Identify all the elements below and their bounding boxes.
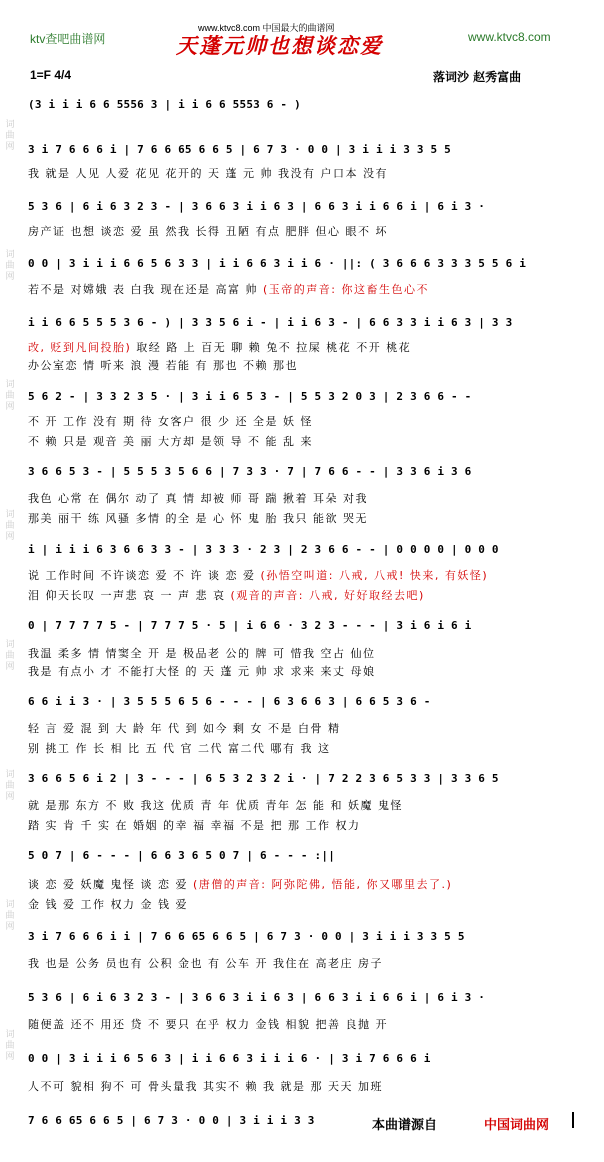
notation-row: 3 6 6 5 3 - | 5 5 5 3 5 6 6 | 7 3 3 · 7 | 7 6 6 - - | 3 3 6 i 3 6 (28, 465, 472, 478)
lyric-row: 金 钱 爱 工作 权力 金 钱 爱 (28, 898, 188, 911)
watermark-text: 词曲网 (5, 1030, 15, 1062)
notation-row: 3 i 7 6 6 6 i i | 7 6 6 65 6 6 5 | 6 7 3 · 0 0 | 3 i i i 3 3 5 5 (28, 930, 465, 943)
song-title: 天蓬元帅也想谈恋爱 (176, 33, 383, 58)
lyric-row (28, 281, 576, 297)
lyric-row: 我 就是 人见 人爱 花见 花开的 天 蓬 元 帅 我没有 户口本 没有 (28, 167, 388, 180)
notation-row: 3 i 7 6 6 6 i | 7 6 6 65 6 6 5 | 6 7 3 · 0 0 | 3 i i i 3 3 5 5 (28, 143, 451, 156)
watermark-text: 词曲网 (5, 770, 15, 802)
watermark-text: 词曲网 (5, 120, 15, 152)
lyric-text: 泪 仰天长叹 一声悲 哀 一 声 悲 哀 (28, 589, 231, 602)
notation-row: 6 6 i i 3 · | 3 5 5 5 6 5 6 - - - | 6 3 6 6 3 | 6 6 5 3 6 - (28, 695, 431, 708)
notation-row: 7 6 6 65 6 6 5 | 6 7 3 · 0 0 | 3 i i i 3 3 (28, 1114, 315, 1127)
lyric-row: 不 赖 只是 观音 美 丽 大方却 是领 导 不 能 乱 来 (28, 435, 313, 448)
lyric-row: 随便盖 还不 用还 贷 不 要只 在乎 权力 金钱 相貌 把善 良抛 开 (28, 1018, 388, 1031)
notation-row: (3 i i i 6 6 5556 3 | i i 6 6 5553 6 - ) (28, 98, 301, 111)
notation-row: i i 6 6 5 5 5 3 6 - ) | 3 3 5 6 i - | i i 6 3 - | 6 6 3 3 i i 6 3 | 3 3 (28, 316, 513, 329)
lyric-row: 踏 实 肯 千 实 在 婚姻 的幸 福 幸福 不是 把 那 工作 权力 (28, 819, 361, 832)
lyric-text: 说 工作时间 不许谈恋 爱 不 许 谈 恋 爱 (28, 569, 261, 582)
notation-row: 0 0 | 3 i i i 6 5 6 3 | i i 6 6 3 i i i 6 · | 3 i 7 6 6 6 i (28, 1052, 431, 1065)
spoken-voice-text: (唐僧的声音: 阿弥陀佛, 悟能, 你又哪里去了.) (192, 878, 453, 891)
notation-row: i | i i i 6 3 6 6 3 3 - | 3 3 3 · 2 3 | 2 3 6 6 - - | 0 0 0 0 | 0 0 0 (28, 543, 499, 556)
lyric-row: 我温 柔多 情 情窦全 开 是 极品老 公的 牌 可 惜我 空占 仙位 (28, 647, 376, 660)
site-logo-left: ktv查吧曲谱网 (30, 32, 106, 46)
lyric-row: 那美 丽干 练 风骚 多情 的全 是 心 怀 鬼 胎 我只 能欲 哭无 (28, 512, 368, 525)
watermark-text: 词曲网 (5, 250, 15, 282)
lyric-text: 若不是 对嫦娥 表 白我 现在还是 高富 帅 (28, 283, 263, 296)
lyric-row (28, 567, 576, 583)
site-url-right: www.ktvc8.com (468, 30, 551, 44)
notation-row: 5 6 2 - | 3 3 2 3 5 · | 3 i i 6 5 3 - | 5 5 3 2 0 3 | 2 3 6 6 - - (28, 390, 472, 403)
lyric-row: 我 也是 公务 员也有 公积 金也 有 公车 开 我住在 高老庄 房子 (28, 957, 383, 970)
lyric-row: 我是 有点小 才 不能打大怪 的 天 蓬 元 帅 求 求来 来丈 母娘 (28, 665, 376, 678)
lyric-row (28, 339, 576, 355)
spoken-voice-text: (玉帝的声音: 你这畜生色心不 (262, 283, 429, 296)
lyric-row: 办公室恋 情 听来 浪 漫 若能 有 那也 不赖 那也 (28, 359, 298, 372)
lyric-text: 取经 路 上 百无 聊 赖 兔不 拉屎 桃花 不开 桃花 (131, 341, 412, 354)
watermark-text: 词曲网 (5, 380, 15, 412)
site-url-line: www.ktvc8.com 中国最大的曲谱网 (198, 23, 335, 33)
watermark-text: 词曲网 (5, 510, 15, 542)
lyric-row: 轻 言 爱 混 到 大 龄 年 代 到 如今 剩 女 不是 白骨 精 (28, 722, 341, 735)
spoken-voice-text: (观音的声音: 八戒, 好好取经去吧) (230, 589, 425, 602)
lyric-text: 谈 恋 爱 妖魔 鬼怪 谈 恋 爱 (28, 878, 193, 891)
lyric-row: 人不可 貌相 狗不 可 骨头量我 其实不 赖 我 就是 那 天天 加班 (28, 1080, 383, 1093)
notation-row: 0 | 7 7 7 7 5 - | 7 7 7 5 · 5 | i 6 6 · 3 2 3 - - - | 3 i 6 i 6 i (28, 619, 472, 632)
composer-credits: 落词沙 赵秀富曲 (433, 70, 522, 84)
notation-row: 5 3 6 | 6 i 6 3 2 3 - | 3 6 6 3 i i 6 3 | 6 6 3 i i 6 6 i | 6 i 3 · (28, 991, 486, 1004)
footer-brand: 中国词曲网 (484, 1118, 550, 1133)
notation-row: 3 6 6 5 6 i 2 | 3 - - - | 6 5 3 2 3 2 i · | 7 2 2 3 6 5 3 3 | 3 3 6 5 (28, 772, 499, 785)
key-signature: 1=F 4/4 (30, 68, 72, 82)
lyric-row: 就 是那 东方 不 败 我这 优质 青 年 优质 青年 怎 能 和 妖魔 鬼怪 (28, 799, 403, 812)
notation-row: 5 3 6 | 6 i 6 3 2 3 - | 3 6 6 3 i i 6 3 | 6 6 3 i i 6 6 i | 6 i 3 · (28, 200, 486, 213)
notation-row: 0 0 | 3 i i i 6 6 5 6 3 3 | i i 6 6 3 i i 6 · ||: ( 3 6 6 6 3 3 3 5 5 6 i (28, 257, 527, 270)
lyric-row: 不 开 工作 没有 期 待 女客户 很 少 还 全是 妖 怪 (28, 415, 313, 428)
spoken-voice-text: (孙悟空叫道: 八戒, 八戒! 快来, 有妖怪) (260, 569, 489, 582)
watermark-text: 词曲网 (5, 900, 15, 932)
end-barline (572, 1112, 574, 1128)
lyric-row: 房产证 也想 谈恋 爱 虽 然我 长得 丑陋 有点 肥胖 但心 眼不 坏 (28, 225, 388, 238)
notation-row: 5 0 7 | 6 - - - | 6 6 3 6 5 0 7 | 6 - - - :|| (28, 849, 336, 862)
watermark-text: 词曲网 (5, 640, 15, 672)
lyric-row (28, 587, 576, 603)
spoken-voice-text: 改, 贬到凡间投胎) (28, 341, 132, 354)
lyric-row: 我色 心常 在 偶尔 动了 真 情 却被 师 哥 踹 揪着 耳朵 对我 (28, 492, 368, 505)
footer-source-label: 本曲谱源自 (372, 1118, 438, 1133)
lyric-row: 别 挑工 作 长 相 比 五 代 官 二代 富二代 哪有 我 这 (28, 742, 331, 755)
lyric-row (28, 876, 576, 892)
